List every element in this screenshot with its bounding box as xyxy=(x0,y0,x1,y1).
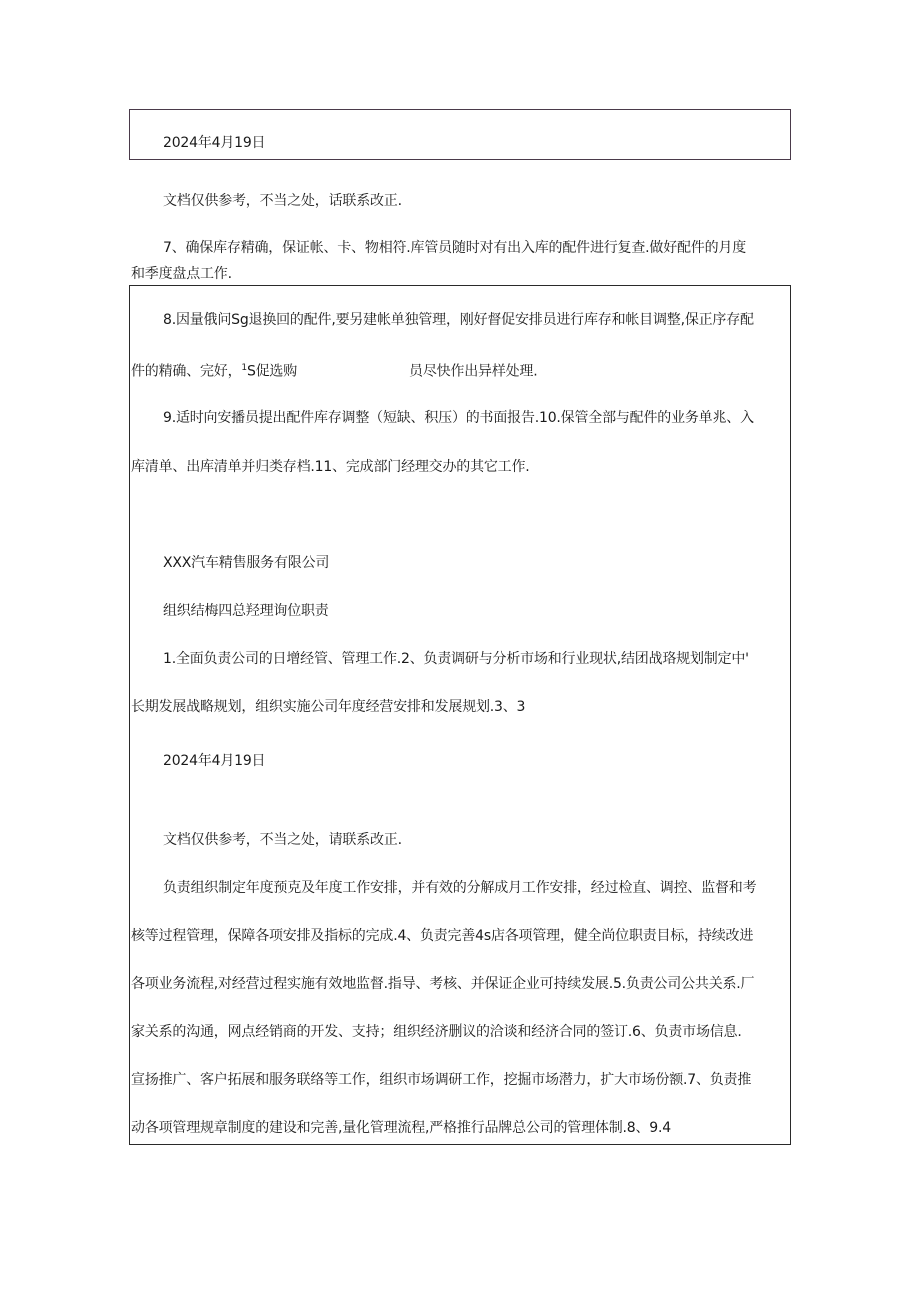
footer-date: 2024年4月19日 xyxy=(163,753,266,769)
item-7-line-1: 7、确保库存精确，保证帐、卡、物相符.库管员随时对有出入库的配件进行复查.做好配件的月度 xyxy=(163,240,747,256)
section-title: 组织结梅四总羟理询位职责 xyxy=(163,603,329,619)
item-8-text-b: S促选购 xyxy=(246,363,298,380)
duties-line: 宣扬推广、客户拓展和服务联络等工作，组织市场调研工作，挖掘市场潜力，扩大市场份额.7、负责推 xyxy=(131,1072,752,1088)
company-name: XXX汽车精售服务有限公司 xyxy=(163,555,330,571)
duties-line: 核等过程管理，保障各项安排及指标的完成.4、负责完善4s店各项管理，健全尚位职责目标，持续改进 xyxy=(131,928,754,944)
gm-line-2: 长期发展战略规划，组织实施公司年度经营安排和发展规划.3、3 xyxy=(131,699,526,715)
item-9-line-1: 9.适时向安播员提出配件库存调整（短缺、积压）的书面报告.10.保管全部与配件的业务单兆、入 xyxy=(163,410,754,426)
disclaimer-top: 文档仅供参考，不当之处，话联系改正. xyxy=(163,193,402,209)
gm-line-1: 1.全面负责公司的日增经管、管理工作.2、负责调研与分析市场和行业现状,结团战珞规划制定中' xyxy=(163,651,749,667)
item-8-line-2 xyxy=(131,358,537,382)
disclaimer-bottom: 文档仅供参考，不当之处，请联系改正. xyxy=(163,832,402,848)
duties-line: 各项业务流程,对经营过程实施有效地监督.指导、考核、并保证企业可持续发展.5.负责公司公共关系.厂 xyxy=(131,976,755,992)
header-date: 2024年4月19日 xyxy=(163,135,266,151)
item-8-superscript: 1 xyxy=(241,363,247,373)
duties-line: 家关系的沟通，网点经销商的开发、支持；组织经济删议的洽谈和经济合同的签订.6、负责市场信息. xyxy=(131,1024,742,1040)
item-8-line-1: 8.因量俄问Sg退换回的配件,要另建帐单独管理，刚好督促安排员进行库存和帐目调整,保正序存配 xyxy=(163,312,754,328)
item-7-line-2: 和季度盘点工作. xyxy=(131,266,232,282)
duties-line: 负责组织制定年度预克及年度工作安排，并有效的分解成月工作安排，经过检直、调控、监督和考 xyxy=(163,880,757,896)
item-9-line-2: 库清单、出库清单并归类存档.11、完成部门经理交办的其它工作. xyxy=(131,459,530,475)
duties-line: 动各项管理规章制度的建设和完善,量化管理流程,严格推行品牌总公司的管理体制.8、9.4 xyxy=(131,1120,671,1136)
item-8-text-a: 件的精确、完好， xyxy=(131,363,242,380)
item-8-text-c: 员尽快作出异样处理. xyxy=(409,363,538,380)
